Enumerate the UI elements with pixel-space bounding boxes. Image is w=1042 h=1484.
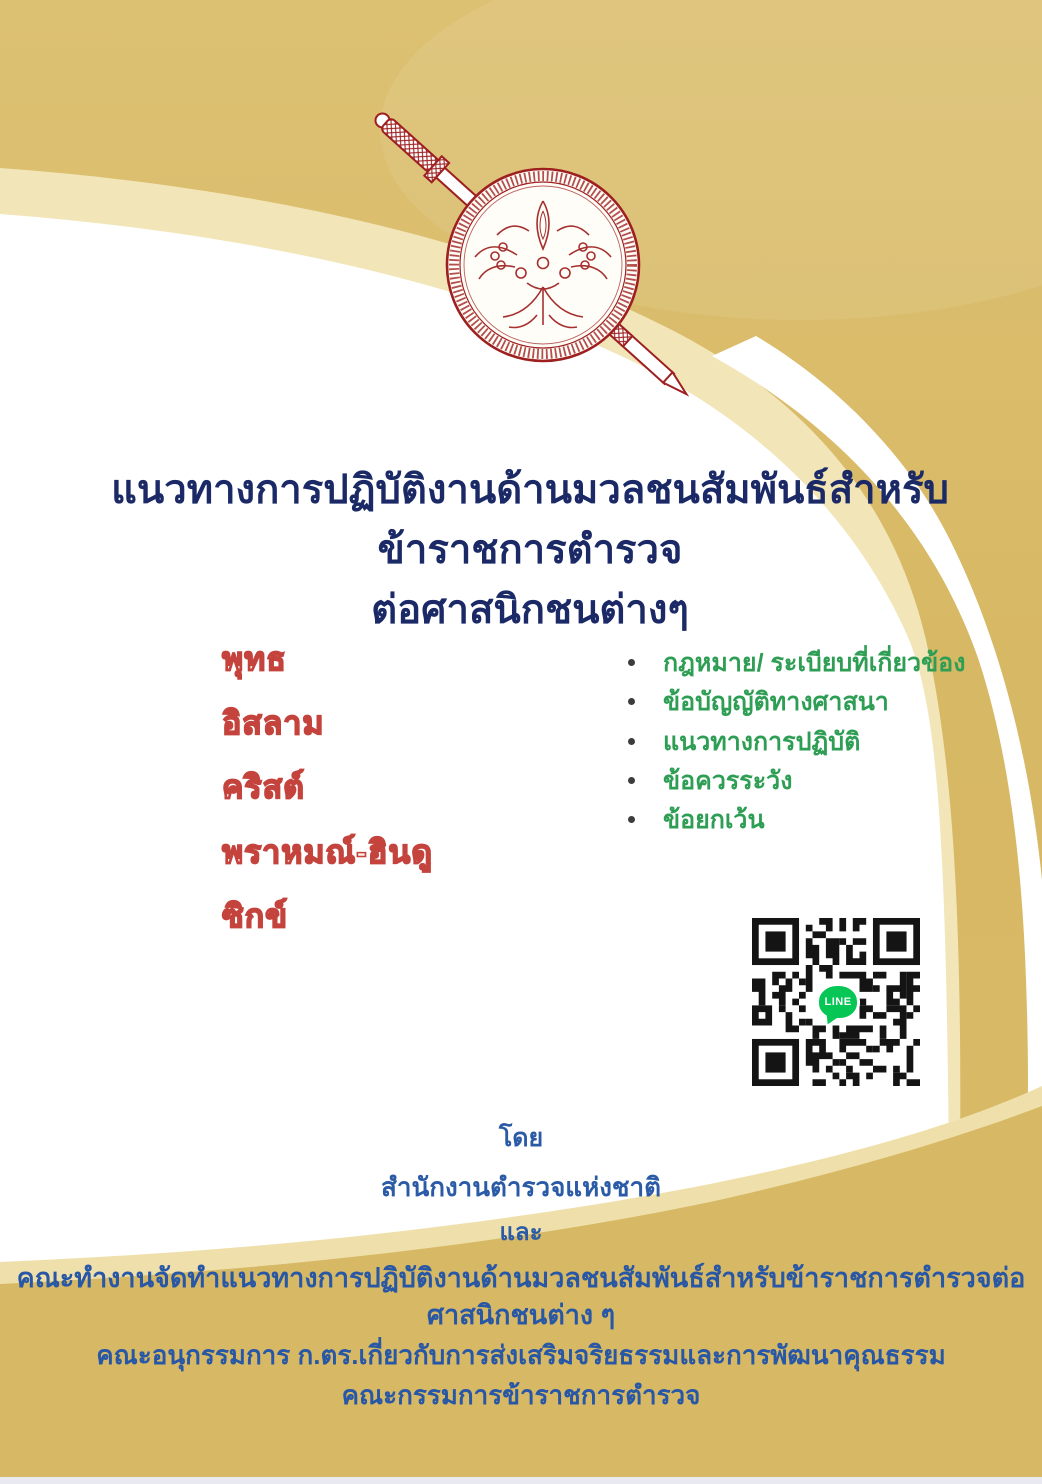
byline-org-national-police: สำนักงานตำรวจแห่งชาติ bbox=[380, 1171, 662, 1202]
topic-item bbox=[628, 650, 965, 676]
police-emblem bbox=[330, 85, 750, 415]
line-qr-code bbox=[750, 916, 926, 1092]
bullet-icon bbox=[628, 816, 635, 823]
byline-by: โดย bbox=[498, 1124, 544, 1152]
title-line-1: แนวทางการปฏิบัติงานด้านมวลชนสัมพันธ์สำหรับข้าราชการตำรวจ bbox=[111, 467, 949, 572]
religion-item-brahmin-hindu: พราหมณ์-ฮินดู bbox=[222, 833, 433, 870]
topic-label: ข้อบัญญัติทางศาสนา bbox=[663, 688, 889, 717]
topic-label: ข้อยกเว้น bbox=[663, 806, 765, 834]
byline-org-police-commission: คณะกรรมการข้าราชการตำรวจ bbox=[341, 1380, 701, 1411]
page-bottom-edge bbox=[0, 1477, 1042, 1484]
byline-and: และ bbox=[499, 1218, 543, 1246]
bullet-icon bbox=[628, 777, 635, 784]
title-line-2: ต่อศาสนิกชนต่างๆ bbox=[371, 587, 689, 632]
religion-item-islam: อิสลาม bbox=[222, 705, 325, 742]
shield-icon bbox=[447, 169, 639, 361]
topic-item bbox=[628, 807, 965, 833]
topic-label: ข้อควรระวัง bbox=[663, 766, 793, 795]
topic-label: แนวทางการปฏิบัติ bbox=[663, 727, 861, 756]
religion-list bbox=[222, 642, 433, 934]
topic-list bbox=[628, 650, 965, 833]
bullet-icon bbox=[628, 698, 635, 705]
byline-org-subcommittee: คณะอนุกรรมการ ก.ตร.เกี่ยวกับการส่งเสริมจริยธรรมและการพัฒนาคุณธรรม bbox=[96, 1340, 946, 1371]
topic-label: กฎหมาย/ ระเบียบที่เกี่ยวข้อง bbox=[663, 649, 966, 677]
bullet-icon bbox=[628, 659, 635, 666]
religion-item-sikh: ซิกข์ bbox=[222, 897, 288, 934]
byline-block bbox=[0, 1122, 1042, 1413]
religion-item-christianity: คริสต์ bbox=[222, 769, 305, 806]
byline-org-working-group: คณะทำงานจัดทำแนวทางการปฏิบัติงานด้านมวลชนสัมพันธ์สำหรับข้าราชการตำรวจต่อศาสนิกชนต่าง ๆ bbox=[16, 1263, 1026, 1330]
topic-item bbox=[628, 729, 965, 755]
topic-item bbox=[628, 689, 965, 715]
line-icon bbox=[816, 983, 860, 1021]
document-title bbox=[60, 460, 1000, 640]
religion-item-buddhism: พุทธ bbox=[222, 641, 287, 677]
line-icon-label: LINE bbox=[824, 996, 852, 1008]
topic-item bbox=[628, 768, 965, 794]
bullet-icon bbox=[628, 738, 635, 745]
